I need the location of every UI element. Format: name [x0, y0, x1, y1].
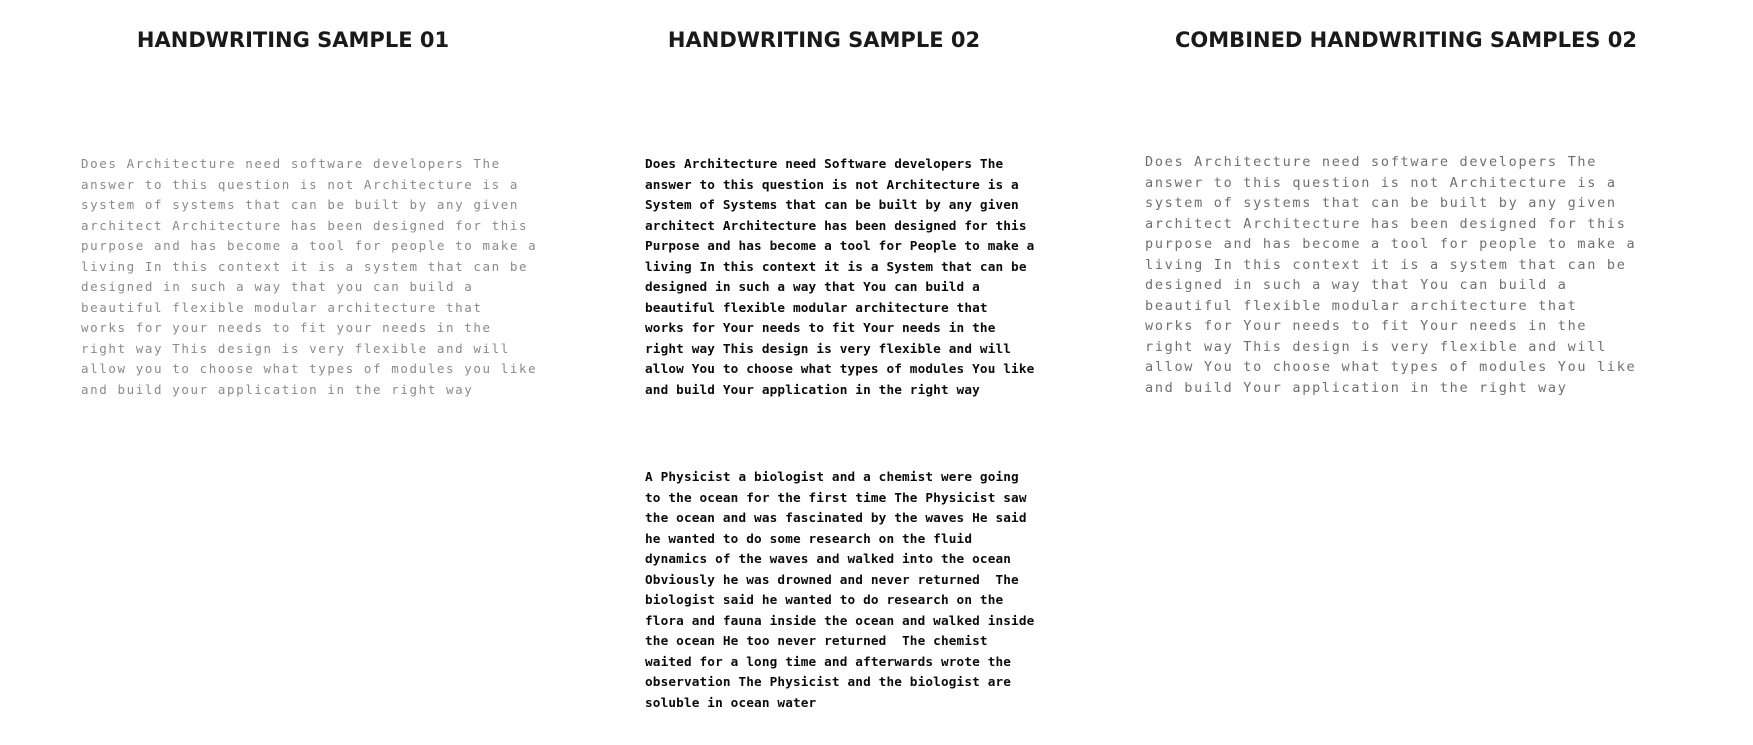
handwriting-sample-02-text: Does Architecture need Software developers The answer to this question is not Architecture is a System of Systems that can be built by any given architect Architecture has been designed for this Purpose and has become a tool for People to make a living In this context it is a System that can be designed in such a way that You can build a beautiful flexible modular architecture that works for Your needs to fit Your needs in the right way This design is very flexible and will allow You to choose what types of modules You like and build Your application in the right way	[645, 156, 1035, 397]
handwriting-sample-02-second-text: A Physicist a biologist and a chemist were going to the ocean for the first time The Physicist saw the ocean and was fascinated by the waves He said he wanted to do some research on the fluid dynamics of the waves and walked into the ocean Obviously he was drowned and never returned The biologist said he wanted to do research on the flora and fauna inside the ocean and walked inside the ocean He too never returned The chemist waited for a long time and afterwards wrote the observation The Physicist and the biologist are soluble in ocean water	[645, 469, 1035, 710]
combined-handwriting-text: Does Architecture need software developers The answer to this question is not Architecture is a system of systems that can be built by any given architect Architecture has been designed for this purpose and has become a tool for people to make a living In this context it is a system that can be designed in such a way that You can build a beautiful flexible modular architecture that works for Your needs to fit Your needs in the right way This design is very flexible and will allow You to choose what types of modules You like and build Your application in the right way	[1145, 154, 1637, 396]
sample-02-heading: HANDWRITING SAMPLE 02	[667, 28, 981, 52]
sample-01-heading: HANDWRITING SAMPLE 01	[136, 28, 450, 52]
handwriting-sample-01-text: Does Architecture need software developers The answer to this question is not Architecture is a system of systems that can be built by any given architect Architecture has been designed for this purpose and has become a tool for people to make a living In this context it is a system that can be designed in such a way that you can build a beautiful flexible modular architecture that works for your needs to fit your needs in the right way This design is very flexible and will allow you to choose what types of modules you like and build your application in the right way	[81, 156, 538, 397]
combined-samples-heading: COMBINED HANDWRITING SAMPLES 02	[1175, 28, 1637, 52]
